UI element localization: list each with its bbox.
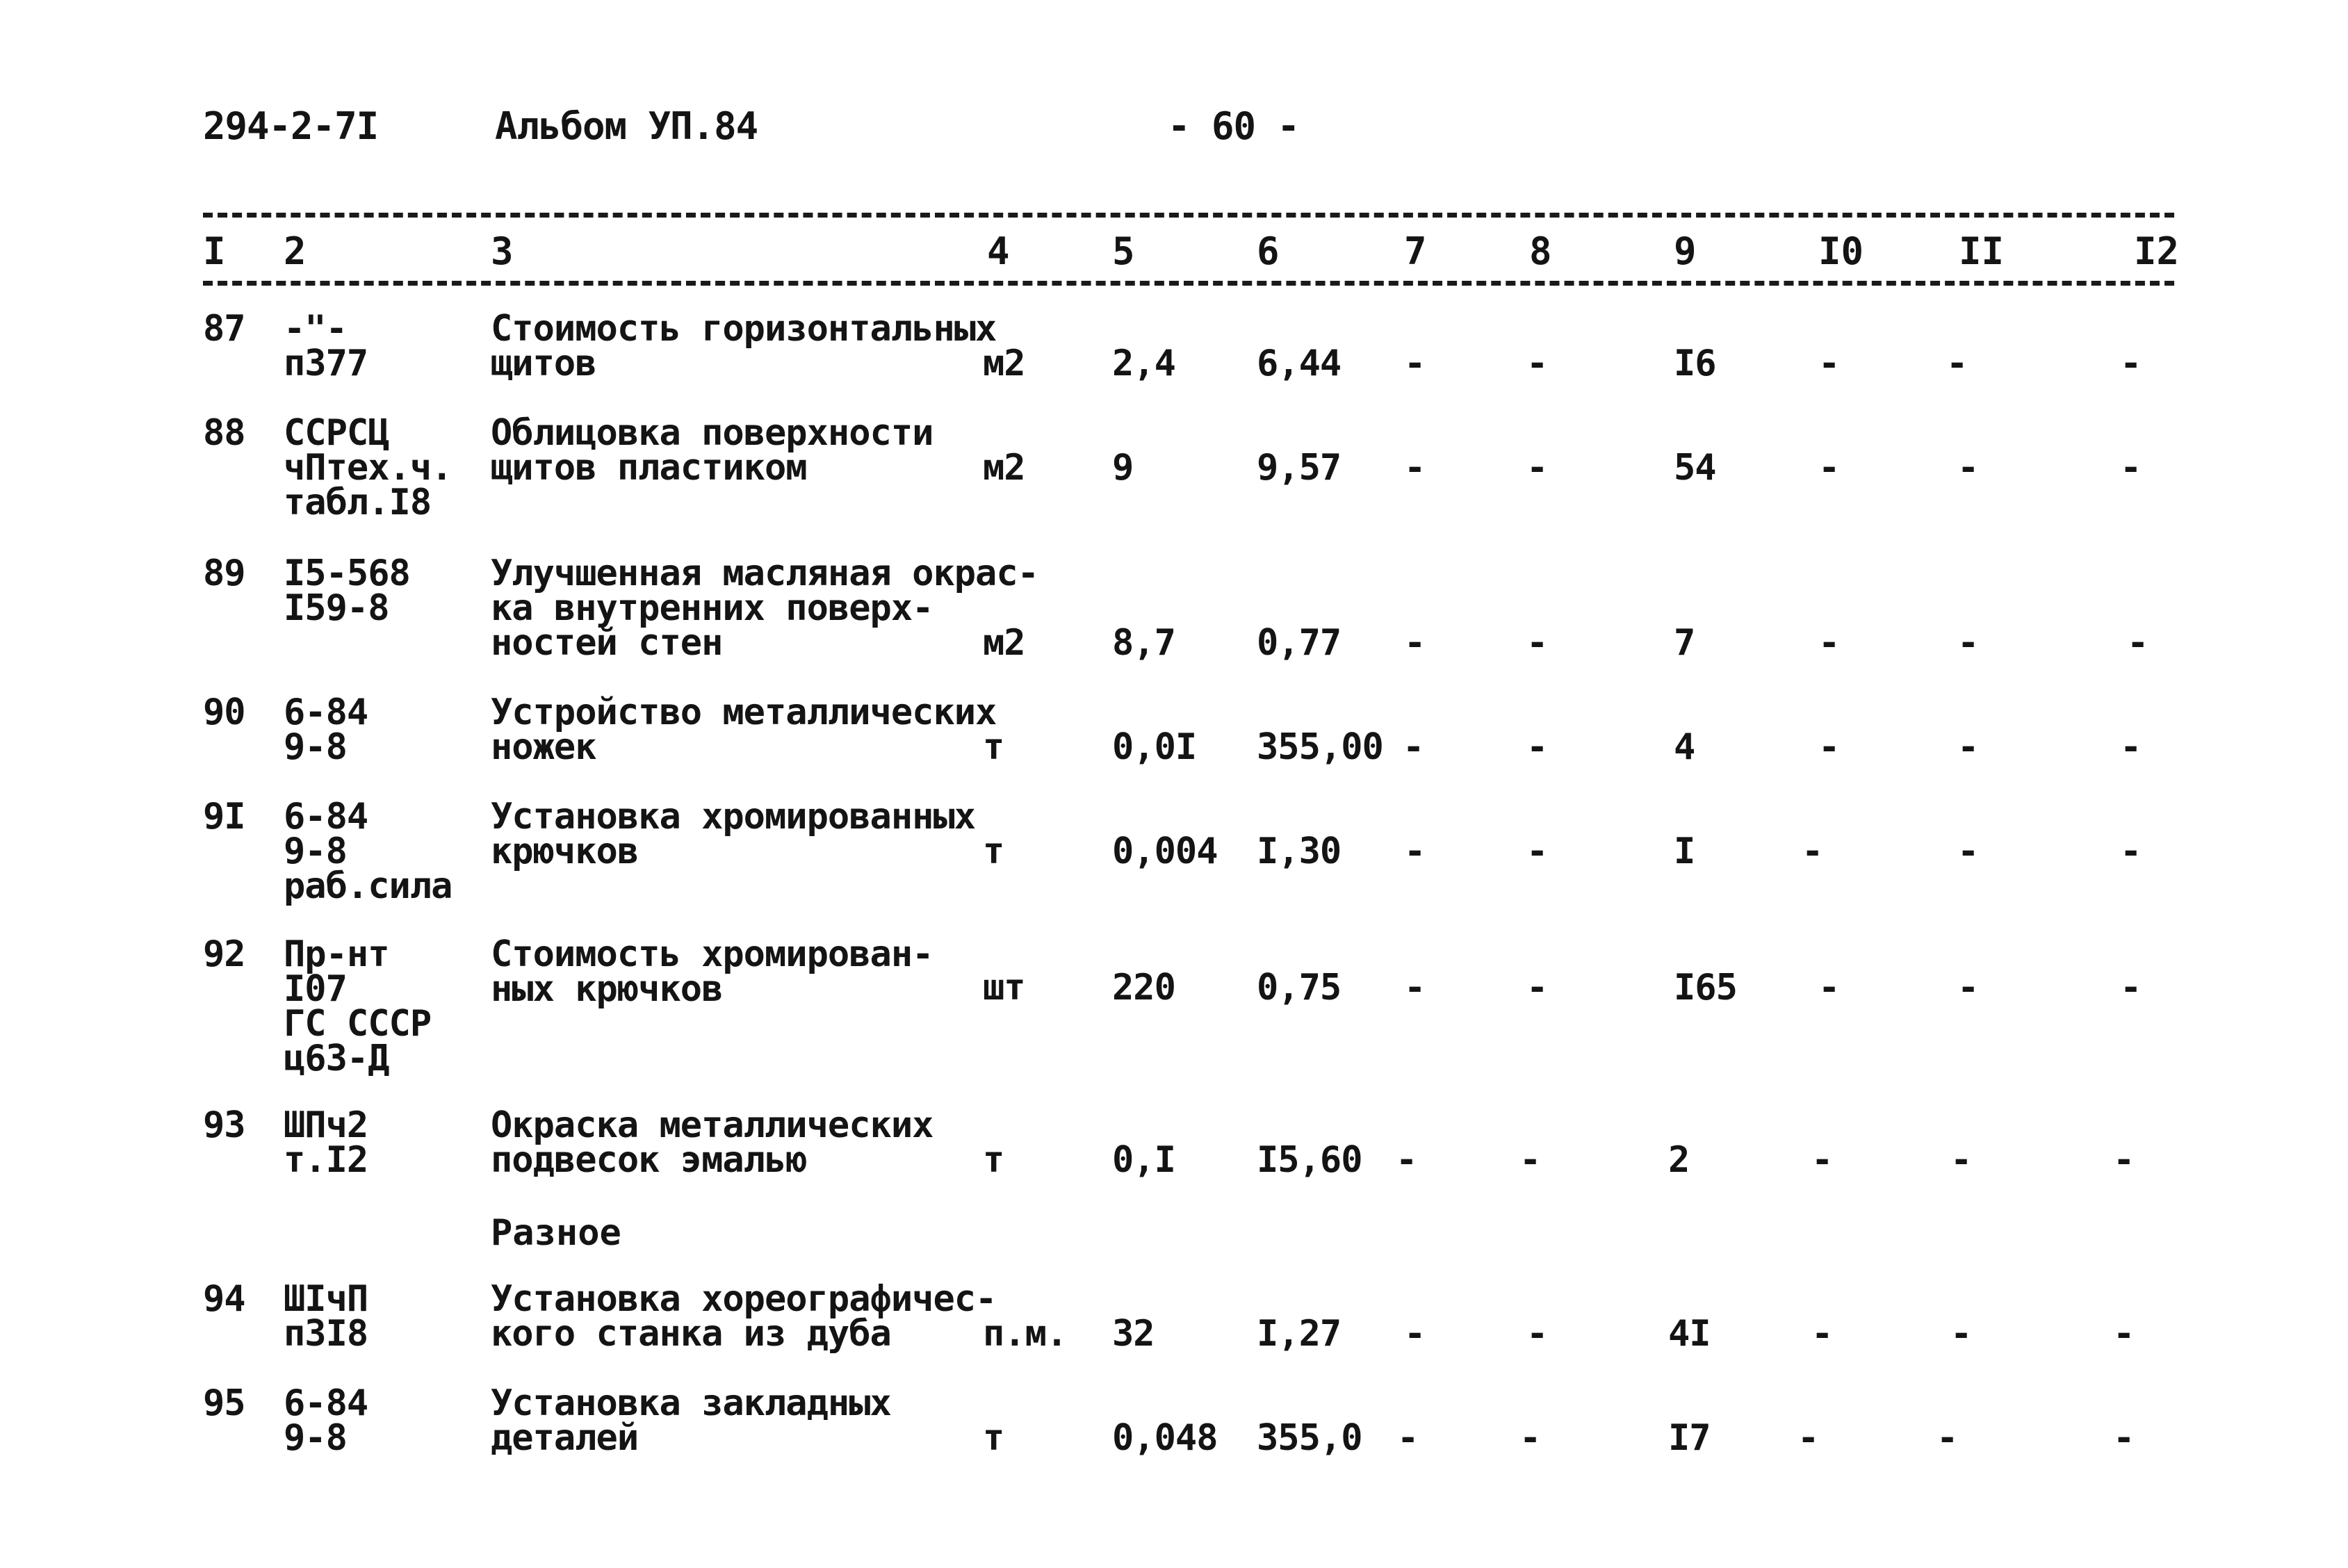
row-number: 95 — [203, 1382, 245, 1424]
row-number: 94 — [203, 1278, 245, 1320]
row-col11: - — [1937, 1417, 1958, 1459]
row-col8: - — [1519, 1417, 1541, 1459]
row-col7: - — [1404, 831, 1426, 872]
row-code: 6-84 9-8 — [284, 692, 368, 768]
row-col9: 2 — [1668, 1139, 1690, 1181]
row-col9: 54 — [1674, 447, 1716, 489]
document-code: 294-2-7I — [203, 104, 379, 148]
row-col9: 4I — [1668, 1313, 1711, 1355]
row-number: 87 — [203, 308, 245, 350]
row-number: 89 — [203, 553, 245, 594]
row-col11: - — [1950, 1139, 1972, 1181]
row-price: I,27 — [1257, 1313, 1342, 1355]
row-col11: - — [1950, 1313, 1972, 1355]
row-col8: - — [1526, 1313, 1548, 1355]
row-quantity: 8,7 — [1112, 622, 1175, 664]
row-code: ШПч2 т.I2 — [284, 1104, 368, 1181]
row-col12: - — [2113, 1313, 2135, 1355]
row-col12: - — [2120, 831, 2142, 872]
row-number: 90 — [203, 692, 245, 733]
row-quantity: 0,I — [1112, 1139, 1175, 1181]
row-col10: - — [1797, 1417, 1819, 1459]
row-description: Улучшенная масляная окрас- ка внутренних поверх- ностей стен — [491, 553, 1038, 664]
row-col8: - — [1519, 1139, 1541, 1181]
row-unit: шт — [983, 967, 1025, 1008]
row-quantity: 0,0I — [1112, 726, 1197, 768]
section-label: Разное — [491, 1212, 621, 1254]
row-unit: т — [983, 1417, 1004, 1459]
row-col10: - — [1818, 622, 1840, 664]
column-header-5: 5 — [1112, 229, 1135, 273]
row-col11: - — [1946, 343, 1968, 384]
row-col8: - — [1526, 726, 1548, 768]
row-number: 9I — [203, 796, 245, 838]
row-price: I5,60 — [1257, 1139, 1362, 1181]
row-col7: - — [1397, 1417, 1419, 1459]
row-unit: т — [983, 1139, 1004, 1181]
row-col12: - — [2113, 1139, 2135, 1181]
row-col8: - — [1526, 967, 1548, 1008]
row-price: 6,44 — [1257, 343, 1342, 384]
row-col11: - — [1957, 831, 1979, 872]
row-col8: - — [1526, 447, 1548, 489]
column-header-3: 3 — [491, 229, 514, 273]
row-quantity: 0,048 — [1112, 1417, 1218, 1459]
column-header-6: 6 — [1257, 229, 1280, 273]
row-col9: I7 — [1668, 1417, 1711, 1459]
row-col10: - — [1818, 447, 1840, 489]
row-number: 88 — [203, 412, 245, 454]
row-col8: - — [1526, 343, 1548, 384]
row-description: Установка хореографичес- кого станка из дуба — [491, 1278, 997, 1355]
row-col12: - — [2120, 447, 2142, 489]
row-unit: т — [983, 726, 1004, 768]
row-description: Окраска металлических подвесок эмалью — [491, 1104, 934, 1181]
row-description: Установка закладных деталей — [491, 1382, 891, 1459]
row-price: 355,00 — [1257, 726, 1383, 768]
row-col7: - — [1404, 447, 1426, 489]
row-col9: 7 — [1674, 622, 1695, 664]
row-col10: - — [1818, 343, 1840, 384]
row-col10: - — [1811, 1313, 1833, 1355]
row-unit: т — [983, 831, 1004, 872]
column-header-11: II — [1959, 229, 2005, 273]
row-code: I5-568 I59-8 — [284, 553, 410, 629]
row-col10: - — [1818, 726, 1840, 768]
row-col8: - — [1526, 622, 1548, 664]
table-top-rule — [203, 213, 2174, 218]
row-col7: - — [1403, 726, 1424, 768]
row-number: 92 — [203, 933, 245, 975]
row-unit: м2 — [983, 343, 1025, 384]
column-header-4: 4 — [987, 229, 1010, 273]
table-header-rule — [203, 281, 2174, 286]
row-col12: - — [2120, 726, 2142, 768]
row-number: 93 — [203, 1104, 245, 1146]
row-quantity: 9 — [1112, 447, 1134, 489]
row-price: 9,57 — [1257, 447, 1342, 489]
row-code: Пр-нт I07 ГС СССР ц63-Д — [284, 933, 432, 1079]
row-col12: - — [2127, 622, 2149, 664]
row-description: Стоимость горизонтальных щитов — [491, 308, 997, 384]
row-price: 355,0 — [1257, 1417, 1362, 1459]
column-header-12: I2 — [2134, 229, 2180, 273]
row-col10: - — [1802, 831, 1823, 872]
row-col7: - — [1404, 967, 1426, 1008]
column-header-7: 7 — [1404, 229, 1427, 273]
row-col9: I6 — [1674, 343, 1716, 384]
row-unit: м2 — [983, 447, 1025, 489]
row-col10: - — [1818, 967, 1840, 1008]
row-code: ССРСЦ чПтех.ч. табл.I8 — [284, 412, 453, 523]
row-code: 6-84 9-8 — [284, 1382, 368, 1459]
row-col12: - — [2120, 343, 2142, 384]
row-col11: - — [1957, 726, 1979, 768]
row-col12: - — [2113, 1417, 2135, 1459]
row-col7: - — [1396, 1139, 1417, 1181]
column-header-2: 2 — [284, 229, 307, 273]
row-code: -"- п377 — [284, 308, 368, 384]
row-description: Установка хромированных крючков — [491, 796, 976, 872]
row-description: Облицовка поверхности щитов пластиком — [491, 412, 934, 489]
row-quantity: 2,4 — [1112, 343, 1175, 384]
row-col9: 4 — [1674, 726, 1695, 768]
row-col8: - — [1526, 831, 1548, 872]
row-quantity: 220 — [1112, 967, 1175, 1008]
row-description: Устройство металлических ножек — [491, 692, 997, 768]
row-col10: - — [1811, 1139, 1833, 1181]
row-col7: - — [1404, 1313, 1426, 1355]
row-col11: - — [1957, 622, 1979, 664]
row-unit: п.м. — [983, 1313, 1068, 1355]
row-col9: I65 — [1674, 967, 1737, 1008]
column-header-10: I0 — [1818, 229, 1864, 273]
row-price: 0,77 — [1257, 622, 1342, 664]
column-header-1: I — [203, 229, 226, 273]
row-description: Стоимость хромирован- ных крючков — [491, 933, 934, 1010]
page-number: - 60 - — [1168, 104, 1300, 148]
row-code: ШIчП п3I8 — [284, 1278, 368, 1355]
row-col11: - — [1957, 447, 1979, 489]
column-header-9: 9 — [1674, 229, 1697, 273]
row-col7: - — [1404, 622, 1426, 664]
row-col12: - — [2120, 967, 2142, 1008]
row-col11: - — [1957, 967, 1979, 1008]
row-unit: м2 — [983, 622, 1025, 664]
row-price: 0,75 — [1257, 967, 1342, 1008]
row-col9: I — [1674, 831, 1695, 872]
column-header-8: 8 — [1529, 229, 1552, 273]
row-col7: - — [1404, 343, 1426, 384]
album-title: Альбом УП.84 — [495, 104, 758, 148]
row-price: I,30 — [1257, 831, 1342, 872]
row-code: 6-84 9-8 раб.сила — [284, 796, 453, 907]
row-quantity: 32 — [1112, 1313, 1155, 1355]
row-quantity: 0,004 — [1112, 831, 1218, 872]
